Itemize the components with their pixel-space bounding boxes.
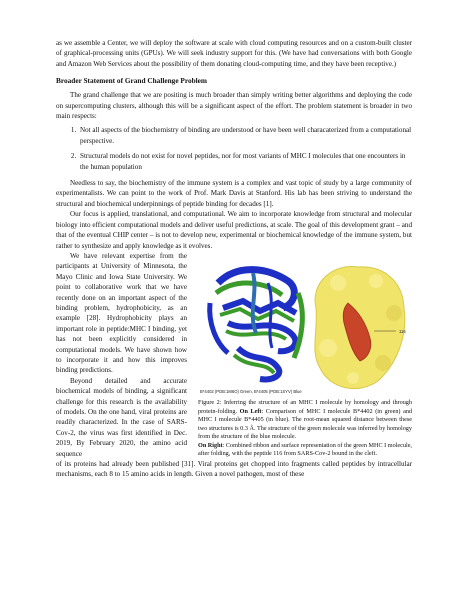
paragraph-models: Beyond detailed and accurate biochemical models of binding, a significant challenge for this research is the availability of models. On the one hand, viral proteins are readily characterized. In the case of SARS-Cov-2, the virus was first identified in Dec. 2019, By February 2020, the amino acid sequence [56,376,187,458]
paragraph-intro: as we assemble a Center, we will deploy the software at scale with cloud computing resources and on a custom-built cluster of graphical-processing units (GPUs). We will seek industry support for this. (We have had conversations with both Google and Amazon Web Services about the possibility of them donating cloud-computing time, and they have been receptive.) [56,39,412,68]
caption-intro: Figure 2: Inferring the structure of an MHC I molecule by homology and through protein-folding. [198,398,412,415]
caption-right-text: : Combined ribbon and surface representation of the green MHC I molecule, after folding, with the peptide 116 from SARS-Cov-2 bound in the cleft. [198,441,412,458]
paragraph-biochemistry: Needless to say, the biochemistry of the immune system is a complex and vast topic of study by a large community of experimentalists. We can point to the work of Prof. Mark Davis at Stanford. His lab has been striving to understand the structural and biochemical underpinnings of peptide binding for decades [1]. [56,179,412,208]
section-heading: Broader Statement of Grand Challenge Problem [56,76,207,86]
list-item: 1. Not all aspects of the biochemistry of binding are understood or have been well characaterized from a computational perspective. [78,125,412,146]
figure-images [198,253,412,399]
image-caption: B*4402 (PDB:1M6O) Green, B*4405 (PDB:1SYV) Blue [200,388,302,394]
caption-right-label: On Right [198,441,223,449]
molecule-images [198,253,412,399]
document-page [56,38,412,480]
paragraph-viral-proteins: of its proteins had already been published [31]. Viral proteins get chopped into fragments called peptides by intracellular mechanisms, each 8 to 15 amino acids in length. Given a novel pathogen, most of these [56,460,412,479]
peptide-label: 116 [399,328,406,334]
paragraph-focus: Our focus is applied, translational, and computational. We aim to incorporate knowledge from structural and molecular biology into efficient computational models and deliver useful predictions, at scale. The goal of this development grant – and that of the eventual CHIP center – is not to develop new, experimental or biochemical knowledge of the immune system, but rather to synthesize and apply knowledge as it evolves. [56,210,412,250]
figure-2 [198,253,412,459]
respects-list [56,125,412,172]
paragraph-expertise: We have relevant expertise from the participants at University of Minnesota, the Mayo Clinic and Iowa State University. We point to collaborative work that we have recently done on an important aspect of the binding problem, hydrophobicity, as an example [28]. Hydrophobicity plays an important role in peptide:MHC I binding, yet has not been explicitly considered in computational models. We have shown how to incorporate it and how this improves binding predictions. [56,251,187,375]
surface-structure-image [315,266,405,388]
list-item: 2. Structural models do not exist for novel peptides, nor for most variants of MHC I molecules that one encounters in the human population [78,151,412,172]
caption-left-label: On Left [239,407,262,415]
figure-wrap-region [56,251,412,459]
figure-caption [198,399,412,459]
left-column [56,251,187,459]
paragraph-grand-challenge: The grand challenge that we are positing is much broader than simply writing better algorithms and deploying the code on supercomputing clusters, although this will be a significant aspect of the effort. The problem statement is broader in two main respects: [56,91,412,121]
ribbon-structure-image [208,270,308,383]
caption-left-text: : Comparison of MHC I molecule B*4402 (in green) and MHC I molecule B*4405 (in blue). The root-mean squared distance between these two structures is 0.3 Å. The structure of the green molecule was inferred by homology from the structure of the blue molecule. [198,407,413,441]
